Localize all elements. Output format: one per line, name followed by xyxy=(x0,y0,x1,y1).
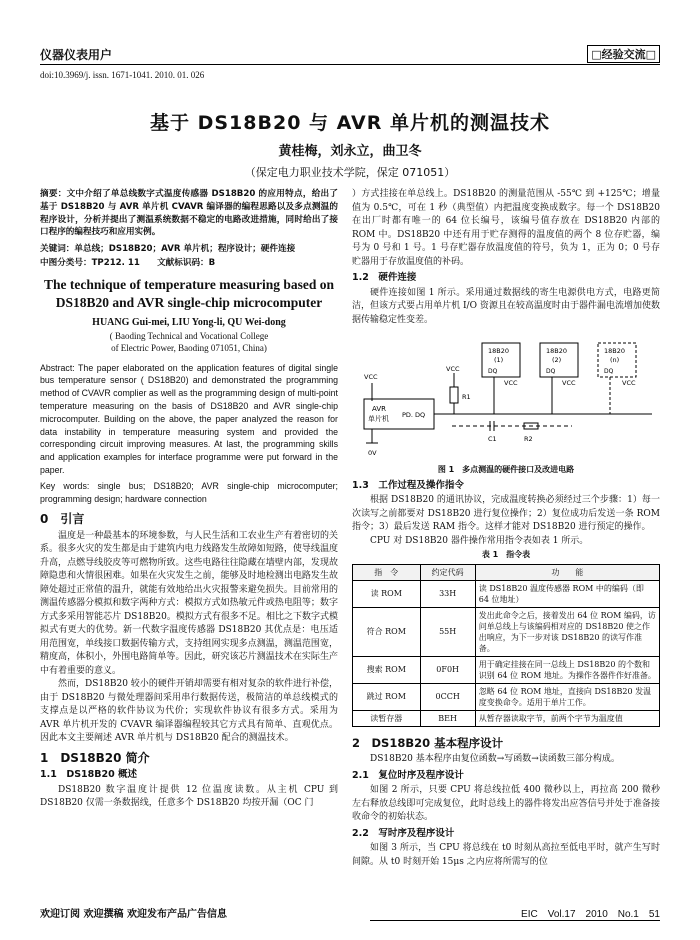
table-intro-paragraph: CPU 对 DS18B20 器件操作常用指令表如表 1 所示。 xyxy=(370,535,589,546)
intro-paragraph-1: 温度是一种最基本的环境参数，与人民生活和工农业生产有着密切的关系。很多火灾的发生都是由于建筑内电力线路发生故障如短路，使导线温度升高，点燃导线胶皮等可燃物所致。这些电路往往隐藏在墙壁内部，发现故障隐患和火情很困难。如果在火灾发生之前，能够及时地检测出电路发生故障处超过正常值的温升，就能有效地给出火灾报警来避免损失。目前常用的测温传感器分模拟和数字两种方式：模拟方式如热敏元件或热电阻等；数字方式多采用智能芯片 DS18B20。模拟方式有很多不足。相比之下数字式模拟式有更大的优势。新一代数字温度传感器 DS18B20 其优点是：电压适用范围宽，单线接口数据传输方式，支持组网实现多点测温，测温范围宽，精度高，体积小，外围电路简单等。因此，研究该芯片测温技术在实际生产中有着重要的意义。 xyxy=(40,530,338,676)
c1-label: C1 xyxy=(488,435,497,443)
section-2-heading: 2 DS18B20 基本程序设计 xyxy=(352,735,504,750)
vcc-label-3: VCC xyxy=(504,379,518,387)
footer-promo: 欢迎订阅 欢迎撰稿 欢迎发布产品广告信息 xyxy=(40,909,227,920)
english-keywords: Key words: single bus; DS18B20; AVR single-chip microcomputer; programming design; hardware connection xyxy=(40,480,338,504)
affiliation: （保定电力职业技术学院，保定 071051） xyxy=(244,166,456,179)
table-cell: BEH xyxy=(420,710,475,726)
doi[interactable]: doi:10.3969/j. issn. 1671-1041. 2010. 01. 026 xyxy=(40,70,205,80)
table-cell: 33H xyxy=(420,580,475,607)
sensor-2-dq: DQ xyxy=(546,368,556,375)
english-abstract: Abstract: The paper elaborated on the application features of digital single bus temperature sensor ( DS18B20) and demonstrated the programming method of CVAVR complier as well as the programming design of multi-point temperature measuring on the basis of DS18B20 and AVR single-chip microcomputer. Building on the above, the paper analyzed the reason for data instability in temperature measuring system and provided the corresponding circuit improving measures. At last, the programming skills and application examples for interface programme were put forward in the paper. xyxy=(40,362,338,476)
table-cell: 用于确定挂接在同一总线上 DS18B20 的个数和识别 64 位 ROM 地址。为操作各器件作好准备。 xyxy=(475,656,659,683)
table-cell: 忽略 64 位 ROM 地址，直接向 DS18B20 发温度变换命令。适用于单片工作。 xyxy=(475,683,659,710)
table-cell: 0CCH xyxy=(420,683,475,710)
table-cell: 读 ROM xyxy=(353,580,421,607)
sensor-n-dq: DQ xyxy=(604,368,614,375)
overview-paragraph-cont: ）方式挂接在单总线上。DS18B20 的测量范围从 -55℃ 到 +125℃；增量值为 0.5℃，可在 1 秒（典型值）内把温度变换成数字。每一个 DS18B20 在出厂时都有唯一的 64 位长编号，该编号值存放在 DS18B20 内部的 ROM 中。DS18B20 中还有用于贮存测得的温度值的两个 8 位存贮器，编号为 0 号和 1 号。1 号存贮器存放温度值的符号，负为 1，正为 0；0 号存贮器用于存放温度值的补码。 xyxy=(352,189,660,267)
abstract-text: 文中介绍了单总线数字式温度传感器 DS18B20 的应用特点，给出了基于 DS18B20 与 AVR 单片机 CVAVR 编译器的编程思路以及多点测温的程序设计，分析并提出了测温系统数据不稳定的电路改进措施，同时给出了接口程序的编程技巧和应用实例。 xyxy=(40,189,338,238)
r1-label: R1 xyxy=(462,393,471,401)
left-column xyxy=(40,188,338,811)
table-row xyxy=(353,580,660,607)
section-0-heading: 0 引言 xyxy=(40,512,85,527)
table-header: 约定代码 xyxy=(420,564,475,580)
section-2-2-heading: 2.2 写时序及程序设计 xyxy=(352,827,455,839)
table-row xyxy=(353,607,660,656)
reset-paragraph: 如图 2 所示，只要 CPU 将总线拉低 400 微秒以上，再拉高 200 微秒左右释放总线即可完成复位，此时总线上的器件将发出应答信号并处于准备接收命令的初始状态。 xyxy=(352,785,660,822)
ov-label: 0V xyxy=(368,449,377,457)
vcc-label-2: VCC xyxy=(446,365,460,373)
pd-label: PD. DQ xyxy=(402,411,426,419)
program-paragraph: DS18B20 基本程序由复位函数→写函数→读函数三部分构成。 xyxy=(370,754,620,764)
overview-paragraph-start xyxy=(40,784,338,811)
table-cell: 跳过 ROM xyxy=(353,683,421,710)
section-2-1-heading: 2.1 复位时序及程序设计 xyxy=(352,769,464,781)
procedure-paragraph: 根据 DS18B20 的通讯协议，完成温度转换必须经过三个步骤：1）每一次读写之前都要对 DS18B20 进行复位操作；2）复位成功后发送一条 ROM 指令；3）最后发送 RAM 指令。这样才能对 DS18B20 进行预定的操作。 xyxy=(352,495,660,532)
section-1-1-heading: 1.1 DS18B20 概述 xyxy=(40,769,138,781)
table-header: 指 令 xyxy=(353,564,421,580)
sensor-1-label: 18B20 xyxy=(488,347,510,355)
footer-issue: EIC Vol.17 2010 No.1 51 xyxy=(521,909,660,920)
table-cell: 搜索 ROM xyxy=(353,656,421,683)
mcu-label: 单片机 xyxy=(368,415,389,423)
english-authors: HUANG Gui-mei, LIU Yong-li, QU Wei-dong xyxy=(92,317,286,329)
table-row xyxy=(353,683,660,710)
english-title: The technique of temperature measuring based on DS18B20 and AVR single-chip microcomputer xyxy=(44,277,334,311)
section-1-3-heading: 1.3 工作过程及操作指令 xyxy=(352,479,464,491)
english-affiliation-1: ( Baoding Technical and Vocational College xyxy=(109,330,269,341)
authors: 黄桂梅，刘永立，曲卫冬 xyxy=(278,144,422,159)
table-cell: 符合 ROM xyxy=(353,607,421,656)
footer-rule xyxy=(370,920,660,921)
figure-1 xyxy=(352,331,660,461)
table-cell: 读 DS18B20 温度传感器 ROM 中的编码（即 64 位地址） xyxy=(475,580,659,607)
circuit-diagram xyxy=(352,331,660,461)
figure-1-caption: 图 1 多点测温的硬件接口及改进电路 xyxy=(437,465,575,474)
header-rule xyxy=(40,64,660,65)
table-cell: 发出此命令之后，接着发出 64 位 ROM 编码，访问单总线上与该编码相对应的 DS18B20 使之作出响应，为下一步对该 DS18B20 的读写作准备。 xyxy=(475,607,659,656)
r1-resistor xyxy=(450,387,458,403)
right-column xyxy=(352,188,660,869)
table-1-caption: 表 1 指令表 xyxy=(481,550,531,559)
write-paragraph: 如图 3 所示，当 CPU 将总线在 t0 时刻从高拉至低电平时，就产生写时间隙。从 t0 时刻开始 15μs 之内应将所需写的位 xyxy=(352,843,660,867)
vcc-label-4: VCC xyxy=(562,379,576,387)
sensor-n-label: 18B20 xyxy=(604,347,626,355)
section-1-heading: 1 DS18B20 简介 xyxy=(40,750,150,765)
avr-label: AVR xyxy=(372,405,386,413)
overview-text: DS18B20 数字温度计提供 12 位温度读数。从主机 CPU 到 DS18B20 仅需一条数据线，任意多个 DS18B20 均按开漏（OC 门 xyxy=(40,784,338,809)
abstract-label: 摘要： xyxy=(40,189,67,199)
sensor-n-index: (n) xyxy=(610,356,620,364)
table-row xyxy=(353,710,660,726)
intro-paragraph-2: 然而，DS18B20 较小的硬件开销却需要有相对复杂的软件进行补偿，由于 DS18B20 与微处理器间采用串行数据传送，极简洁的单总线模式的支撑点是以严格的软件协议为代价；实现软件协议有很多方式。采用为 AVR 单片机开发的 CVAVR 编译器编程较其它方式具有简单、直观优点。因此本文主要阐述 AVR 单片机与 DS18B20 配合的测温技术。 xyxy=(40,679,338,744)
section-1-2-heading: 1.2 硬件连接 xyxy=(352,272,417,283)
table-cell: 读暂存器 xyxy=(353,710,421,726)
table-row xyxy=(353,656,660,683)
table-cell: 从暂存器读取字节，前两个字节为温度值 xyxy=(475,710,659,726)
table-header-row xyxy=(353,564,660,580)
sensor-1-index: (1) xyxy=(494,356,504,364)
journal-name: 仪器仪表用户 xyxy=(40,48,113,62)
abstract-cn xyxy=(40,188,338,239)
column-label: □经验交流□ xyxy=(587,45,660,63)
classification: 中图分类号：TP212. 11 文献标识码：B xyxy=(40,257,216,268)
hardware-paragraph: 硬件连接如图 1 所示。采用通过数据线的寄生电源供电方式，电路更简洁，但该方式要占用单片机 I/O 资源且在较高温度时由于器件漏电流增加使数据传输稳定性变差。 xyxy=(352,287,660,325)
vcc-label-5: VCC xyxy=(622,379,636,387)
sensor-1-dq: DQ xyxy=(488,368,498,375)
sensor-2-label: 18B20 xyxy=(546,347,568,355)
paper-title: 基于 DS18B20 与 AVR 单片机的测温技术 xyxy=(149,112,551,134)
instruction-table xyxy=(352,564,660,727)
sensor-2-index: (2) xyxy=(552,356,562,364)
keywords-cn: 关键词：单总线；DS18B20；AVR 单片机；程序设计；硬件连接 xyxy=(40,244,296,255)
vcc-label-1: VCC xyxy=(364,373,378,381)
table-cell: 55H xyxy=(420,607,475,656)
table-header: 功 能 xyxy=(475,564,659,580)
table-cell: 0F0H xyxy=(420,656,475,683)
r2-label: R2 xyxy=(524,435,533,443)
english-affiliation-2: of Electric Power, Baoding 071051, China) xyxy=(111,342,267,353)
